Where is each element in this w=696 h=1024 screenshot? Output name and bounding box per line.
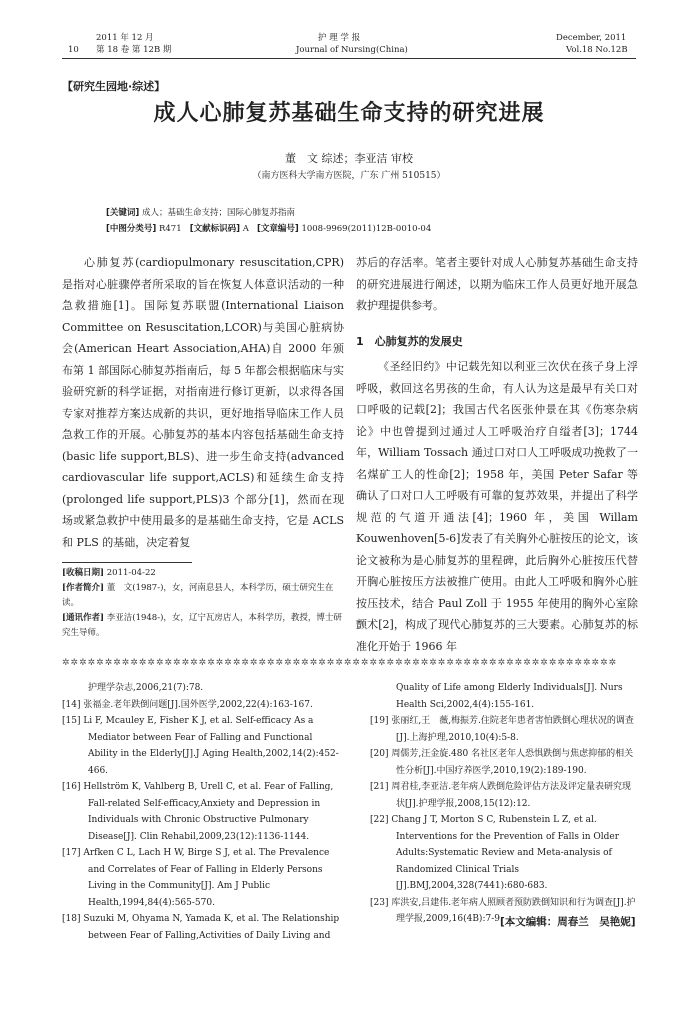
article-separator: ✲✲✲✲✲✲✲✲✲✲✲✲✲✲✲✲✲✲✲✲✲✲✲✲✲✲✲✲✲✲✲✲✲✲✲✲✲✲✲✲✲✲✲✲✲✲✲✲✲✲✲✲✲✲✲✲✲✲✲✲✲✲✲✲✲: [62, 658, 618, 668]
author-info-line: [62, 581, 344, 611]
received-date-line: [62, 566, 344, 581]
journal-name-en: Journal of Nursing(China): [296, 45, 408, 55]
author-info: 董 文(1987-)，女，河南息县人，本科学历，硕士研究生在读。: [62, 583, 334, 608]
doc-code-label: [文献标识码]: [189, 224, 240, 234]
journal-name-cn: 护 理 学 报: [318, 33, 361, 43]
reference-item: [17] Arfken C L, Lach H W, Birge S J, et al. The Prevalence and Correlates of Fear of Falling in Elderly Persons Living in the Community[J]. Am J Public Health,1994,84(4):565-570.: [62, 848, 330, 908]
section-heading: 1 心肺复苏的发展史: [356, 334, 463, 348]
page-number: 10: [68, 45, 79, 55]
author-info-label: [作者简介]: [62, 583, 105, 593]
received-date: 2011-04-22: [106, 568, 156, 578]
classification-line: [106, 222, 431, 237]
reference-item: [14] 张福金.老年跌倒问题[J].国外医学,2002,22(4):163-167.: [62, 699, 313, 710]
editor-credit: [本文编辑：周春兰 吴艳妮]: [500, 916, 636, 928]
references-right: [370, 680, 638, 928]
clc-code: R471: [158, 224, 182, 234]
article-title: 成人心肺复苏基础生命支持的研究进展: [153, 101, 545, 126]
keywords-label: [关键词]: [106, 208, 140, 218]
left-column: [62, 252, 344, 553]
reference-item: [15] Li F, Mcauley E, Fisher K J, et al. Self-efficacy As a Mediator between Fear of Falling and Functional Ability in the Elderly[J].J Aging Health,2002,14(2):452-466.: [62, 716, 339, 776]
reference-item: [23] 库洪安,吕建伟.老年病人照顾者预防跌倒知识和行为调查[J].护理学报,2009,16(4B):7-9.: [370, 897, 636, 924]
authors: 董 文 综述；李亚洁 审校: [285, 152, 413, 165]
reference-item: [19] 张丽红,王 薇,梅振芳.住院老年患者害怕跌倒心理状况的调查[J].上海护理,2010,10(4):5-8.: [370, 716, 634, 743]
reference-item: [18] Suzuki M, Ohyama N, Yamada K, et al. The Relationship between Fear of Falling,Activities of Daily Living and: [62, 914, 340, 941]
header-date-cn: 2011 年 12 月: [96, 33, 154, 43]
clc-label: [中图分类号]: [106, 224, 157, 234]
section-tag: 【研究生园地·综述】: [62, 80, 166, 93]
reference-item: [20] 周儒芳,汪金旋.480 名社区老年人恐惧跌倒与焦虑抑郁的相关性分析[J].中国疗养医学,2010,19(2):189-190.: [370, 749, 634, 776]
article-no-label: [文章编号]: [256, 224, 299, 234]
header-rule: [62, 58, 636, 59]
history-paragraph: 《圣经旧约》中记载先知以利亚三次伏在孩子身上浮呼吸，救回这名男孩的生命，有人认为这是最早有关口对口呼吸的记载[2]；我国古代名医张仲景在其《伤寒杂病论》中也曾提到过通过人工呼吸治疗自缢者[3]；1744 年，William Tossach 通过口对口人工呼吸成功挽救了一名煤矿工人的性命[2]；1958 年，美国 Peter Safar 等确认了口对口人工呼吸有可靠的复苏效果，并提出了科学规范的气道开通法[4]；1960 年，美国 Willam Kouwenhoven[5-6]发表了有关胸外心脏按压的论文，该论文被称为是心肺复苏的里程碑，此后胸外心脏按压代替开胸心脏按压方法被推广使用。由此人工呼吸和胸外心脏按压技术，结合 Paul Zoll 于 1955 年使用的胸外心室除颤术[2]，构成了现代心肺复苏的三大要素。心肺复苏的标准化开始于 1966 年: [356, 360, 638, 653]
footnote: [62, 566, 344, 641]
article-number: 1008-9969(2011)12B-0010-04: [301, 224, 432, 234]
references-left: [62, 680, 344, 944]
reference-item: 护理学杂志,2006,21(7):78.: [88, 683, 204, 693]
intro-paragraph: 心肺复苏(cardiopulmonary resuscitation,CPR)是指对心脏骤停者所采取的旨在恢复人体意识活动的一种急救措施[1]。国际复苏联盟(International Liaison Committee on Resuscitation,LCOR)与美国心脏病协会(American Heart Association,AHA)自 2000 年颁布第 1 部国际心肺复苏指南后，每 5 年都会根据临床与实验研究新的科学证据，对指南进行修订更新，以求得各国专家对推荐方案达成新的共识，更好地指导临床工作人员急救工作的开展。心肺复苏的基本内容包括基础生命支持(basic life support,BLS)、进一步生命支持(advanced cardiovascular life support,ACLS)和延续生命支持(prolonged life support,PLS)3 个部分[1]，然而在现场或紧急救护中使用最多的是基础生命支持，它是 ACLS 和 PLS 的基础，决定着复: [62, 256, 344, 549]
contact-label: [通讯作者]: [62, 613, 105, 623]
keywords: 成人；基础生命支持；国际心肺复苏指南: [141, 208, 295, 218]
header-volume-en: Vol.18 No.12B: [566, 45, 628, 55]
keywords-line: [106, 206, 295, 221]
contact-info: 李亚洁(1948-)，女，辽宁瓦房店人，本科学历，教授，博士研究生导师。: [62, 613, 342, 638]
continued-paragraph: 苏后的存活率。笔者主要针对成人心肺复苏基础生命支持的研究进展进行阐述，以期为临床工作人员更好地开展急救护理提供参考。: [356, 256, 638, 312]
reference-item: [16] Hellström K, Vahlberg B, Urell C, et al. Fear of Falling, Fall-related Self-efficacy,Anxiety and Depression in Individuals with Chronic Obstructive Pulmonary Disease[J]. Clin Rehabil,2009,23(12):1136-1144.: [62, 782, 334, 842]
affiliation: （南方医科大学南方医院，广东 广州 510515）: [252, 171, 446, 181]
doc-code: A: [242, 224, 249, 234]
right-column: [356, 252, 638, 657]
received-label: [收稿日期]: [62, 568, 105, 578]
reference-item: [21] 周君桂,李亚洁.老年病人跌倒危险评估方法及评定量表研究现状[J].护理学报,2008,15(12):12.: [370, 782, 632, 809]
contact-info-line: [62, 611, 344, 641]
reference-item: [22] Chang J T, Morton S C, Rubenstein L Z, et al. Interventions for the Prevention of Falls in Older Adults:Systematic Review and Meta-analysis of Randomized Clinical Trials [J].BMJ,2004,328(7441):680-683.: [370, 815, 619, 891]
reference-item: Quality of Life among Elderly Individuals[J]. Nurs Health Sci,2002,4(4):155-161.: [396, 683, 623, 710]
header-date-en: December, 2011: [556, 33, 627, 43]
header-volume-cn: 第 18 卷 第 12B 期: [96, 45, 172, 55]
footnote-rule: [62, 562, 192, 563]
